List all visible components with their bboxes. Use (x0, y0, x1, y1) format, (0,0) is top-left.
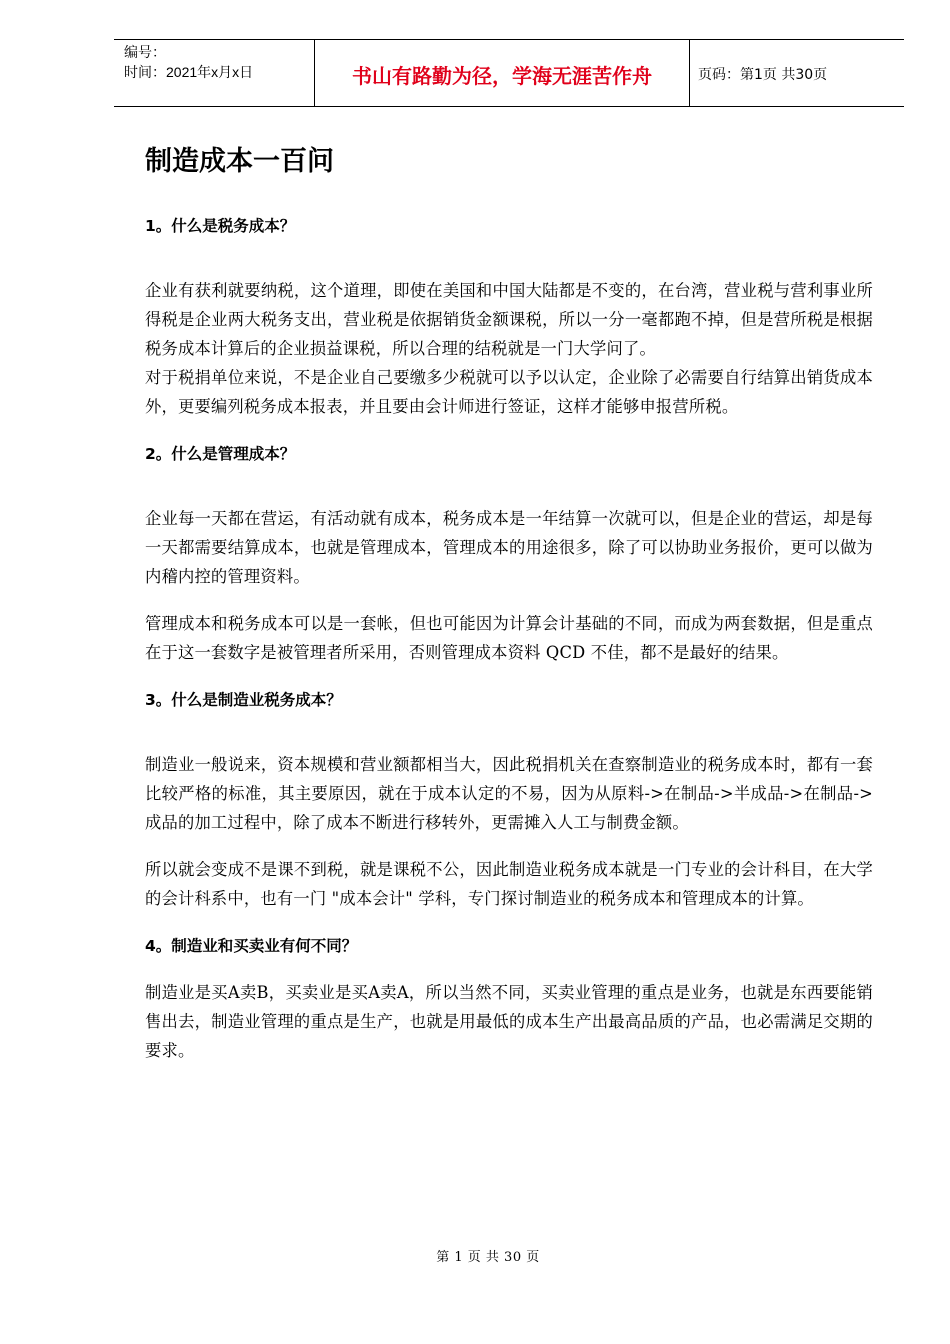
section-question: 2。什么是管理成本？ (145, 445, 296, 463)
section-paragraph: 所以就会变成不是课不到税，就是课税不公，因此制造业税务成本就是一门专业的会计科目，在大学的会计科系中，也有一门 "成本会计" 学科，专门探讨制造业的税务成本和管理成本的计算。 (145, 860, 873, 908)
section-1 (145, 212, 873, 421)
header-meta (114, 40, 315, 106)
section-question: 3。什么是制造业税务成本？ (145, 691, 342, 709)
section-3 (145, 686, 873, 913)
page-footer: 第 1 页 共 30 页 (436, 1250, 540, 1265)
section-paragraph: 制造业一般说来，资本规模和营业额都相当大，因此税捐机关在查察制造业的税务成本时，都有一套比较严格的标准，其主要原因，就在于成本认定的不易，因为从原料->在制品->半成品->在制品->成品的加工过程中，除了成本不断进行移转外，更需摊入人工与制费金额。 (145, 755, 873, 832)
section-paragraph: 企业有获利就要纳税，这个道理，即使在美国和中国大陆都是不变的，在台湾，营业税与营利事业所得税是企业两大税务支出，营业税是依据销货金额课税，所以一分一毫都跑不掉，但是营所税是根据税务成本计算后的企业损益课税，所以合理的结税就是一门大学问了。 (145, 281, 873, 358)
section-2 (145, 440, 873, 667)
document-header (114, 39, 904, 107)
section-question: 4。制造业和买卖业有何不同？ (145, 937, 358, 955)
section-paragraph: 管理成本和税务成本可以是一套帐，但也可能因为计算会计基础的不同，而成为两套数据，但是重点在于这一套数字是被管理者所采用，否则管理成本资料 QCD 不佳，都不是最好的结果。 (145, 614, 873, 662)
section-question: 1。什么是税务成本？ (145, 217, 296, 235)
document-date: 时间：2021年x月x日 (124, 64, 254, 80)
section-paragraph: 制造业是买A卖B，买卖业是买A卖A，所以当然不同，买卖业管理的重点是业务，也就是东西要能销售出去，制造业管理的重点是生产，也就是用最低的成本生产出最高品质的产品，也必需满足交期的要求。 (145, 983, 873, 1060)
section-paragraph: 企业每一天都在营运，有活动就有成本，税务成本是一年结算一次就可以，但是企业的营运，却是每一天都需要结算成本，也就是管理成本，管理成本的用途很多，除了可以协助业务报价，更可以做为内稽内控的管理资料。 (145, 509, 873, 586)
section-paragraph: 对于税捐单位来说，不是企业自己要缴多少税就可以予以认定，企业除了必需要自行结算出销货成本外，更要编列税务成本报表，并且要由会计师进行签证，这样才能够申报营所税。 (145, 368, 873, 416)
document-number-label: 编号： (124, 44, 166, 60)
section-4 (145, 932, 873, 1065)
header-motto: 书山有路勤为径，学海无涯苦作舟 (315, 40, 690, 106)
header-page-info: 页码：第1页 共30页 (698, 67, 828, 83)
document-body (145, 212, 873, 1065)
document-title: 制造成本一百问 (145, 146, 334, 177)
